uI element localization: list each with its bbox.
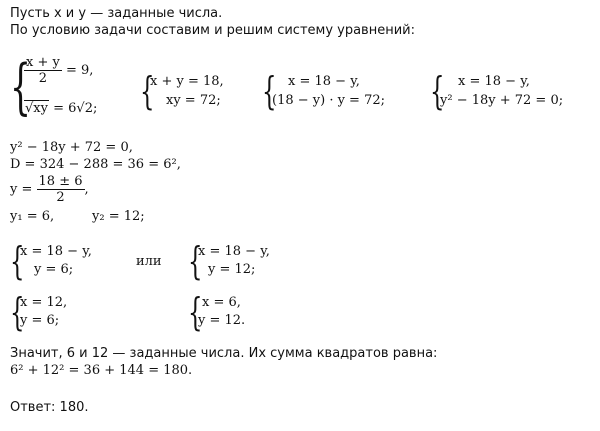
case-2-eq2: y = 12; — [208, 262, 256, 277]
system-3-eq1: x = 18 − y, — [288, 74, 360, 89]
system-4-brace: { — [430, 69, 445, 113]
case-2-eq1: x = 18 − y, — [198, 244, 270, 259]
result-1-eq2: y = 6; — [20, 313, 60, 328]
system-1-brace: { — [10, 52, 32, 122]
result-2-brace: { — [188, 290, 203, 334]
conclusion-line-1: Значит, 6 и 12 — заданные числа. Их сумма квадратов равна: — [10, 346, 438, 361]
root-y1: y₁ = 6, — [10, 209, 55, 224]
root-formula: y = $\frac{18 \pm 6}{2}$ , — [10, 174, 89, 205]
quadratic-equation: y² − 18y + 72 = 0, — [10, 140, 133, 155]
case-2-brace: { — [188, 239, 203, 283]
system-4-eq2: y² − 18y + 72 = 0; — [440, 93, 564, 108]
conclusion-line-2: 6² + 12² = 36 + 144 = 180. — [10, 363, 193, 378]
system-3-eq2: (18 − y) · y = 72; — [272, 93, 386, 108]
or-word: или — [136, 254, 162, 269]
root-y2: y₂ = 12; — [92, 209, 145, 224]
intro-line-2: По условию задачи составим и решим систему уравнений: — [10, 23, 415, 38]
system-1-eq1: $\frac{x + y}{2}$ = 9, — [26, 55, 94, 86]
system-2-eq1: x + y = 18, — [150, 74, 224, 89]
system-2-eq2: xy = 72; — [166, 93, 221, 108]
result-2-eq1: x = 6, — [202, 295, 241, 310]
system-1-eq2: √xy = 6√2; — [25, 101, 98, 116]
system-4-eq1: x = 18 − y, — [458, 74, 530, 89]
intro-line-1: Пусть x и y — заданные числа. — [10, 6, 223, 21]
result-1-eq1: x = 12, — [20, 295, 68, 310]
answer: Ответ: 180. — [10, 400, 89, 415]
case-1-eq1: x = 18 − y, — [20, 244, 92, 259]
result-2-eq2: y = 12. — [198, 313, 246, 328]
case-1-eq2: y = 6; — [34, 262, 74, 277]
result-1-brace: { — [10, 290, 25, 334]
discriminant: D = 324 − 288 = 36 = 6², — [10, 157, 181, 172]
case-1-brace: { — [10, 239, 25, 283]
system-2-brace: { — [140, 69, 155, 113]
system-3-brace: { — [262, 69, 277, 113]
